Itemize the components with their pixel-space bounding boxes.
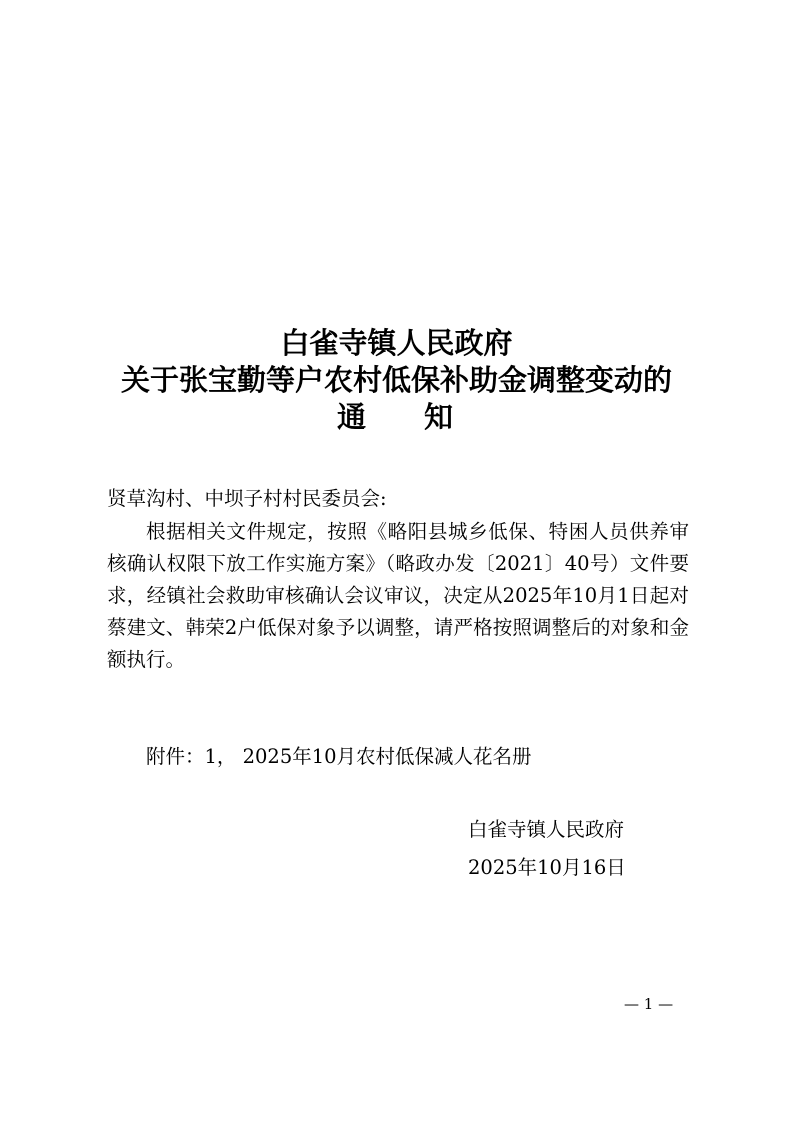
page-number: — 1 — <box>624 995 674 1013</box>
title-notice: 通知 <box>337 400 512 434</box>
title-issuer: 白雀寺镇人民政府 <box>280 326 513 360</box>
document-title <box>0 325 793 436</box>
title-subject: 关于张宝勤等户农村低保补助金调整变动的 <box>120 363 672 397</box>
signature-organization: 白雀寺镇人民政府 <box>468 818 625 841</box>
body-paragraph: 根据相关文件规定，按照《略阳县城乡低保、特困人员供养审核确认权限下放工作实施方案》（略政办发〔2021〕40号）文件要求，经镇社会救助审核确认会议审议，决定从2025年10月1日起对蔡建文、韩荣2户低保对象予以调整，请严格按照调整后的对象和金额执行。 <box>107 520 689 671</box>
attachment-line: 附件：1， 2025年10月农村低保减人花名册 <box>146 745 532 768</box>
salutation: 贤草沟村、中坝子村村民委员会: <box>107 487 387 510</box>
signature-date: 2025年10月16日 <box>468 856 626 879</box>
